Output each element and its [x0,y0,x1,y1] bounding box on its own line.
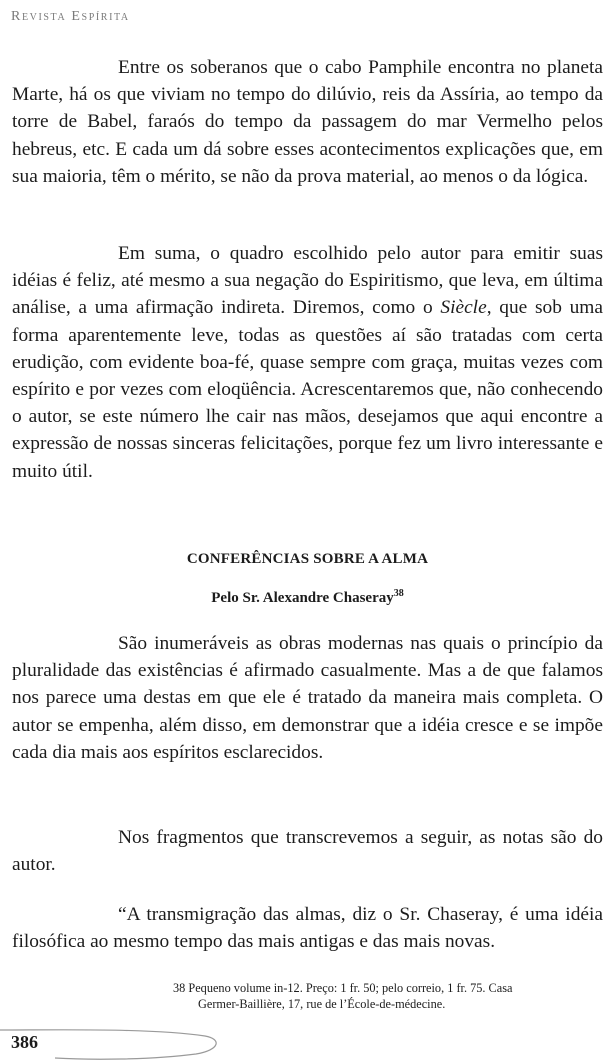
paragraph-3: São inumeráveis as obras modernas nas quais o princípio da pluralidade das existências é afirmado casualmente. Mas a de que falamos nos parece uma destas em que ele é tratado da maneira mais completa. O autor se empenha, além disso, em demonstrar que a idéia cresce e se impõe cada dia mais aos espíritos esclarecidos. [12,633,603,763]
paragraph-1: Entre os soberanos que o cabo Pamphile encontra no planeta Marte, há os que viviam no tempo do dilúvio, reis da Assíria, ao tempo da torre de Babel, faraós do tempo da passagem do mar Vermelho pelos hebreus, etc. E cada um dá sobre esses acontecimentos explicações que, em sua maioria, têm o mérito, se não da prova material, ao menos o da lógica. [12,57,603,187]
section-title: CONFERÊNCIAS SOBRE A ALMA [186,551,429,567]
paragraph-4: Nos fragmentos que transcrevemos a seguir, as notas são do autor. [12,827,603,876]
section-subtitle: Pelo Sr. Alexandre Chaseray$^{38}$ [211,588,404,606]
italic-title: Siècle [440,297,487,319]
running-head: Revista Espírita [11,9,130,24]
paragraph-5: “A transmigração das almas, diz o Sr. Chaseray, é uma idéia filosófica ao mesmo tempo das mais antigas e das mais novas. [12,904,603,953]
page-number: 386 [11,1032,38,1052]
paragraph-2: Em suma, o quadro escolhido pelo autor para emitir suas idéias é feliz, até mesmo a sua negação do Espiritismo, que leva, em última análise, a uma afirmação indireta. Diremos, como o Siècle, que sob uma forma aparentemente leve, todas as questões aí são tratadas com certa erudição, com evidente boa-fé, quase sempre com graça, muitas vezes com espírito e por vezes com eloqüência. Acrescentaremos que, não conhecendo o autor, se este número lhe cair nas mãos, desejamos que aqui encontre a expressão de nossas sinceras felicitações, porque fez um livro interessante e muito útil. [12,243,604,482]
footnote-ref: 38 [393,588,404,599]
footnote: 38 Pequeno volume in-12. Preço: 1 fr. 50; pelo correio, 1 fr. 75. Casa Germer-Baillière, 17, rue de l’École-de-médecine. [173,981,513,1011]
